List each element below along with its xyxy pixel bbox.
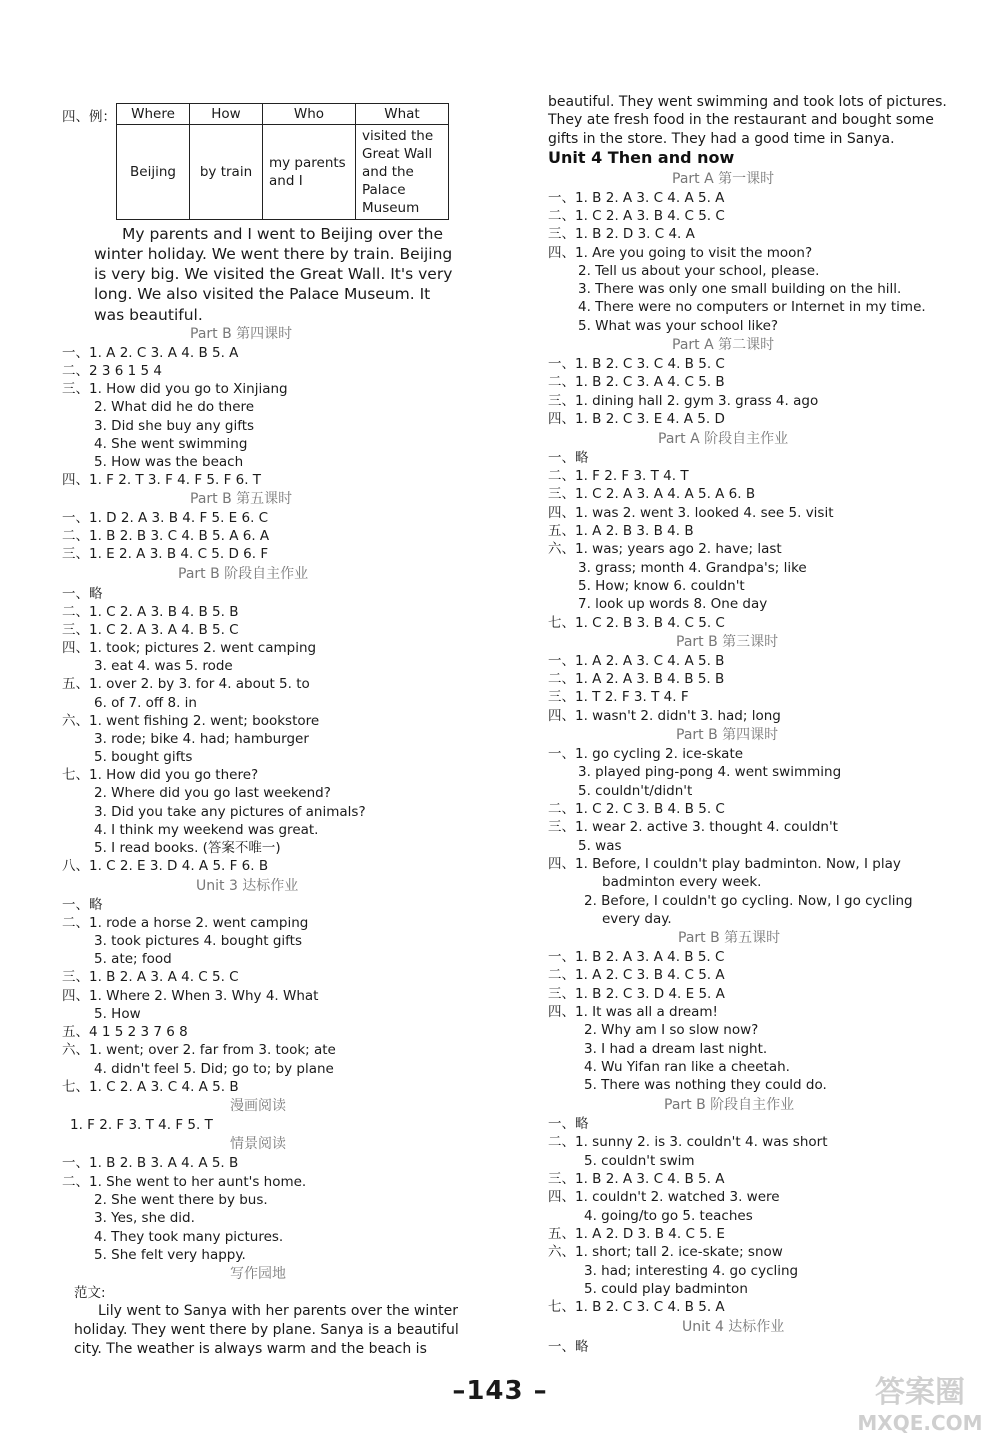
answer-line: 5. was: [578, 838, 622, 854]
answer-line: 二、1. C 2. A 3. B 4. C 5. C: [548, 208, 725, 224]
answer-line: 3. Did you take any pictures of animals?: [94, 804, 366, 820]
answer-line: 5. I read books. (答案不唯一): [94, 840, 281, 856]
answer-line: 一、1. A 2. A 3. C 4. A 5. B: [548, 653, 725, 669]
answer-line: gifts in the store. They had a good time in Sanya.: [548, 131, 895, 147]
answer-line: 3. Yes, she did.: [94, 1210, 195, 1226]
answer-line: 二、1. A 2. A 3. B 4. B 5. B: [548, 671, 725, 687]
answer-line: 4. going/to go 5. teaches: [584, 1208, 753, 1224]
answer-line: 三、1. E 2. A 3. B 4. C 5. D 6. F: [62, 546, 269, 562]
answer-line: 一、1. B 2. C 3. C 4. B 5. C: [548, 356, 725, 372]
answer-line: city. The weather is always warm and the beach is: [74, 1341, 427, 1357]
answer-line: 3. Did she buy any gifts: [94, 418, 255, 434]
answer-line: 1. F 2. F 3. T 4. F 5. T: [70, 1117, 213, 1133]
answer-line: beautiful. They went swimming and took lots of pictures.: [548, 94, 947, 110]
answer-line: 五、1. over 2. by 3. for 4. about 5. to: [62, 676, 310, 692]
table-cell-who: my parents and I: [263, 125, 356, 220]
answer-line: 二、1. sunny 2. is 3. couldn't 4. was short: [548, 1134, 828, 1150]
answer-line: 三、1. B 2. A 3. C 4. B 5. A: [548, 1171, 725, 1187]
answer-line: 六、1. went fishing 2. went; bookstore: [62, 713, 320, 729]
answer-line: 3. grass; month 4. Grandpa's; like: [578, 560, 807, 576]
answer-line: 五、1. A 2. D 3. B 4. C 5. E: [548, 1226, 725, 1242]
answer-line: 4. They took many pictures.: [94, 1229, 284, 1245]
answer-line: 一、1. B 2. A 3. A 4. B 5. C: [548, 949, 725, 965]
answer-line: 5. ate; food: [94, 951, 172, 967]
answer-line: 三、1. wear 2. active 3. thought 4. couldn't: [548, 819, 838, 835]
answer-line: 二、1. She went to her aunt's home.: [62, 1174, 307, 1190]
answer-line: 5. What was your school like?: [578, 318, 779, 334]
table-header-who: Who: [263, 104, 356, 125]
answer-line: 四、1. F 2. T 3. F 4. F 5. F 6. T: [62, 472, 262, 488]
section-heading: Part B 阶段自主作业: [664, 1097, 795, 1113]
answer-line: 三、1. How did you go to Xinjiang: [62, 381, 288, 397]
answer-line: 二、1. rode a horse 2. went camping: [62, 915, 309, 931]
section-heading: Part B 阶段自主作业: [178, 566, 309, 582]
answer-line: 二、1. F 2. F 3. T 4. T: [548, 468, 689, 484]
answer-line: 四、1. took; pictures 2. went camping: [62, 640, 317, 656]
answer-line: 4. She went swimming: [94, 436, 248, 452]
section-heading: 写作园地: [230, 1266, 286, 1282]
answer-line: 七、1. How did you go there?: [62, 767, 259, 783]
answer-line: 2. She went there by bus.: [94, 1192, 268, 1208]
answer-line: 2. Before, I couldn't go cycling. Now, I go cycling: [584, 893, 913, 909]
answer-line: 一、略: [62, 586, 103, 602]
answer-line: 二、1. C 2. C 3. B 4. B 5. C: [548, 801, 725, 817]
page-number: –143 –: [452, 1376, 548, 1406]
answer-line: 范文:: [74, 1285, 106, 1301]
answer-line: 四、1. Are you going to visit the moon?: [548, 245, 813, 261]
answer-line: 四、1. couldn't 2. watched 3. were: [548, 1189, 780, 1205]
answer-line: 5. couldn't swim: [584, 1153, 695, 1169]
answer-line: 五、4 1 5 2 3 7 6 8: [62, 1024, 188, 1040]
answer-line: 5. bought gifts: [94, 749, 193, 765]
answer-line: 三、1. B 2. D 3. C 4. A: [548, 226, 695, 242]
answer-line: Lily went to Sanya with her parents over the winter: [98, 1303, 458, 1319]
answer-line: 七、1. B 2. C 3. C 4. B 5. A: [548, 1299, 725, 1315]
answer-line: winter holiday. We went there by train. Beijing: [94, 245, 453, 263]
answer-line: 五、1. A 2. B 3. B 4. B: [548, 523, 694, 539]
answer-line: 三、1. dining hall 2. gym 3. grass 4. ago: [548, 393, 819, 409]
answer-line: 六、1. went; over 2. far from 3. took; ate: [62, 1042, 336, 1058]
answer-line: 二、1. C 2. A 3. B 4. B 5. B: [62, 604, 239, 620]
table-cell-how: by train: [190, 125, 263, 220]
answer-line: My parents and I went to Beijing over the: [122, 225, 444, 243]
section-heading: 情景阅读: [230, 1136, 286, 1152]
example-table-row: [117, 125, 449, 220]
answer-line: 3. There was only one small building on the hill.: [578, 281, 902, 297]
answer-line: 5. How was the beach: [94, 454, 244, 470]
answer-line: 6. of 7. off 8. in: [94, 695, 197, 711]
answer-line: 5. could play badminton: [584, 1281, 748, 1297]
example-table-header-row: [117, 104, 449, 125]
table-header-where: Where: [117, 104, 190, 125]
answer-line: every day.: [602, 911, 672, 927]
section-heading: 漫画阅读: [230, 1098, 286, 1114]
answer-line: 二、1. B 2. B 3. C 4. B 5. A 6. A: [62, 528, 270, 544]
section-heading: Part B 第四课时: [190, 326, 293, 342]
table-header-how: How: [190, 104, 263, 125]
answer-line: 一、略: [548, 1116, 589, 1132]
answer-line: 7. look up words 8. One day: [578, 596, 768, 612]
answer-line: 八、1. C 2. E 3. D 4. A 5. F 6. B: [62, 858, 269, 874]
section-heading: Unit 4 达标作业: [682, 1319, 785, 1335]
answer-line: 二、1. A 2. C 3. B 4. C 5. A: [548, 967, 725, 983]
answer-line: 2. Where did you go last weekend?: [94, 785, 331, 801]
answer-line: 2. Tell us about your school, please.: [578, 263, 820, 279]
answer-line: 四、1. wasn't 2. didn't 3. had; long: [548, 708, 781, 724]
section-heading: Unit 4 Then and now: [548, 148, 735, 167]
answer-line: 三、1. B 2. C 3. D 4. E 5. A: [548, 986, 725, 1002]
example-table: [116, 103, 449, 220]
answer-line: 一、1. B 2. B 3. A 4. A 5. B: [62, 1155, 239, 1171]
section-heading: Part B 第五课时: [190, 491, 293, 507]
table-cell-where: Beijing: [117, 125, 190, 220]
answer-line: holiday. They went there by plane. Sanya is a beautiful: [74, 1322, 459, 1338]
answer-line: 3. played ping-pong 4. went swimming: [578, 764, 842, 780]
answer-line: 5. How; know 6. couldn't: [578, 578, 745, 594]
answer-line: long. We also visited the Palace Museum. It: [94, 285, 431, 303]
answer-line: 一、略: [62, 897, 103, 913]
answer-line: 3. I had a dream last night.: [584, 1041, 768, 1057]
section-heading: Part A 阶段自主作业: [658, 431, 789, 447]
answer-line: 5. There was nothing they could do.: [584, 1077, 827, 1093]
answer-line: 一、1. go cycling 2. ice-skate: [548, 746, 744, 762]
answer-line: 三、1. C 2. A 3. A 4. B 5. C: [62, 622, 239, 638]
answer-line: 5. She felt very happy.: [94, 1247, 246, 1263]
answer-line: 四、1. Where 2. When 3. Why 4. What: [62, 988, 319, 1004]
section-heading: Part A 第一课时: [672, 171, 775, 187]
answer-line: 七、1. C 2. B 3. B 4. C 5. C: [548, 615, 725, 631]
answer-line: 六、1. short; tall 2. ice-skate; snow: [548, 1244, 783, 1260]
answer-line: 六、1. was; years ago 2. have; last: [548, 541, 782, 557]
answer-line: 四、1. Before, I couldn't play badminton. Now, I play: [548, 856, 901, 872]
answer-line: is very big. We visited the Great Wall. It's very: [94, 265, 453, 283]
section-heading: Part A 第二课时: [672, 337, 775, 353]
table-cell-what: visited the Great Wall and the Palace Museum: [356, 125, 449, 220]
answer-line: 4. Wu Yifan ran like a cheetah.: [584, 1059, 790, 1075]
section-heading: Part B 第五课时: [678, 930, 781, 946]
watermark-line2: MXQE.COM: [857, 1411, 983, 1435]
answer-line: 4. I think my weekend was great.: [94, 822, 319, 838]
answer-line: They ate fresh food in the restaurant and bought some: [548, 112, 934, 128]
section-heading: Unit 3 达标作业: [196, 878, 299, 894]
watermark-line1: 答案圈: [875, 1375, 965, 1410]
answer-line: 2. What did he do there: [94, 399, 255, 415]
answer-line: 一、1. B 2. A 3. C 4. A 5. A: [548, 190, 725, 206]
answer-line: was beautiful.: [94, 306, 203, 324]
answer-line: 一、1. A 2. C 3. A 4. B 5. A: [62, 345, 239, 361]
answer-line: 四、1. B 2. C 3. E 4. A 5. D: [548, 411, 725, 427]
answer-line: 4. There were no computers or Internet in my time.: [578, 299, 926, 315]
answer-line: 一、略: [548, 1339, 589, 1355]
example-label: 四、例：: [62, 109, 116, 125]
answer-line: 三、1. B 2. A 3. A 4. C 5. C: [62, 969, 239, 985]
table-header-what: What: [356, 104, 449, 125]
answer-line: 4. didn't feel 5. Did; go to; by plane: [94, 1061, 334, 1077]
section-heading: Part B 第四课时: [676, 727, 779, 743]
answer-line: 三、1. T 2. F 3. T 4. F: [548, 689, 689, 705]
answer-line: 3. eat 4. was 5. rode: [94, 658, 233, 674]
answer-line: 四、1. It was all a dream!: [548, 1004, 718, 1020]
section-heading: Part B 第三课时: [676, 634, 779, 650]
answer-line: 二、1. B 2. C 3. A 4. C 5. B: [548, 374, 725, 390]
answer-line: 5. How: [94, 1006, 141, 1022]
answer-line: 3. had; interesting 4. go cycling: [584, 1263, 799, 1279]
answer-line: 三、1. C 2. A 3. A 4. A 5. A 6. B: [548, 486, 756, 502]
answer-line: 一、1. D 2. A 3. B 4. F 5. E 6. C: [62, 510, 269, 526]
answer-line: 七、1. C 2. A 3. C 4. A 5. B: [62, 1079, 239, 1095]
answer-line: 四、1. was 2. went 3. looked 4. see 5. visit: [548, 505, 834, 521]
answer-line: 二、2 3 6 1 5 4: [62, 363, 162, 379]
answer-line: 2. Why am I so slow now?: [584, 1022, 759, 1038]
watermark-logo: [845, 1368, 995, 1438]
answer-line: 一、略: [548, 450, 589, 466]
answer-line: 5. couldn't/didn't: [578, 783, 693, 799]
answer-line: 3. rode; bike 4. had; hamburger: [94, 731, 309, 747]
answer-line: badminton every week.: [602, 874, 762, 890]
answer-line: 3. took pictures 4. bought gifts: [94, 933, 302, 949]
